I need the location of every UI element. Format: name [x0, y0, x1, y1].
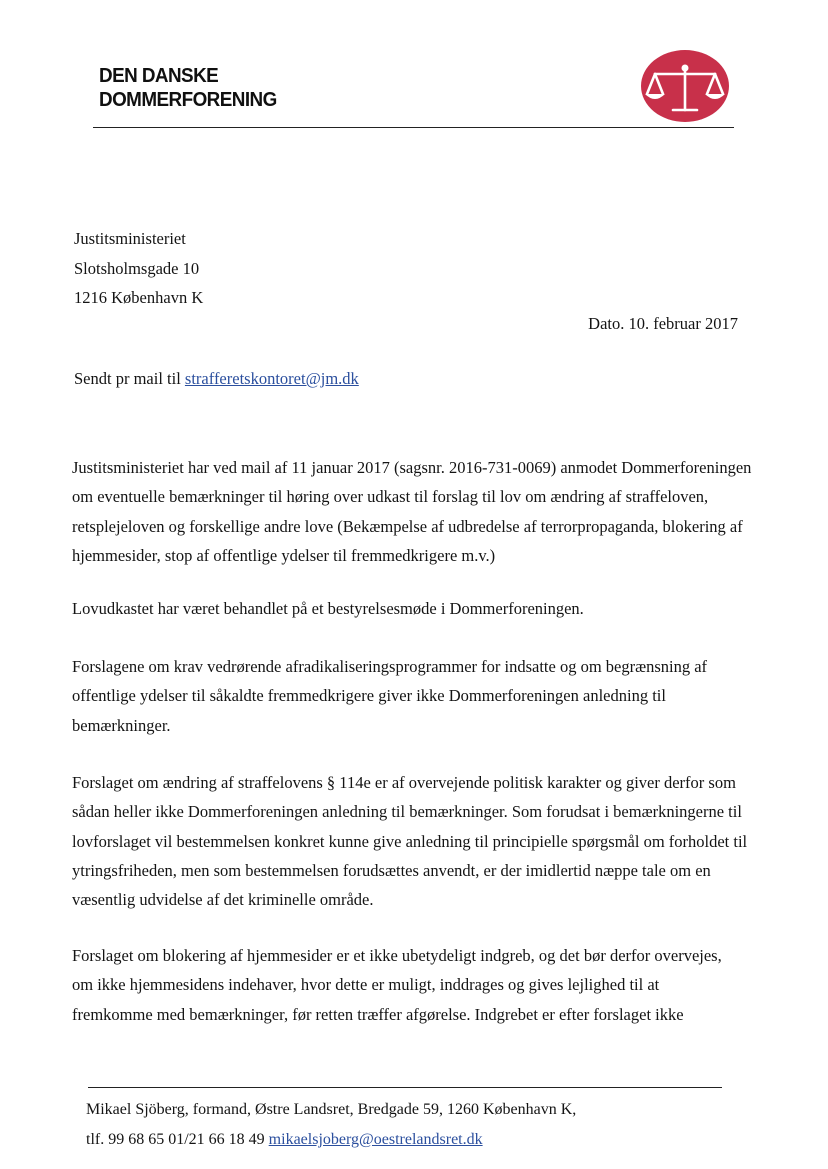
text-line: offentlige ydelser til såkaldte fremmedkrigere giver ikke Dommerforeningen anledning til	[72, 686, 666, 706]
text-line: Lovudkastet har været behandlet på et bestyrelsesmøde i Dommerforeningen.	[72, 599, 584, 618]
text-line: om ikke hjemmesidens indehaver, hvor dette er muligt, inddrages og gives lejlighed til at	[72, 975, 660, 995]
paragraph-website-blocking	[72, 941, 762, 1029]
text-line: retsplejeloven og forskellige andre love (Bekæmpelse af udbredelse af terrorpropaganda, blokering af	[72, 516, 743, 536]
scales-of-justice-icon	[639, 48, 731, 124]
text-line: Forslagene om krav vedrørende afradikaliseringsprogrammer for indsatte og om begrænsning af	[72, 657, 708, 676]
organization-name-line-2: DOMMERFORENING	[99, 88, 277, 111]
text-line: sådan heller ikke Dommerforeningen anledning til bemærkninger. Som forudsat i bemærkningerne til	[72, 802, 742, 822]
text-line: Justitsministeriet har ved mail af 11 januar 2017 (sagsnr. 2016-731-0069) anmodet Dommerforeningen	[72, 458, 752, 477]
paragraph-request	[72, 453, 762, 570]
text-line: fremkomme med bemærkninger, før retten træffer afgørelse. Indgrebet er efter forslaget ikke	[72, 1004, 684, 1024]
header-divider	[93, 127, 734, 128]
text-line: Forslaget om ændring af straffelovens § 114e er af overvejende politisk karakter og giver derfor som	[72, 773, 736, 792]
footer-contact	[86, 1125, 576, 1155]
letter-date: Dato. 10. februar 2017	[588, 314, 738, 333]
paragraph-deradicalisation	[72, 652, 762, 740]
paragraph-board-meeting	[72, 594, 762, 623]
footer	[86, 1095, 576, 1155]
footer-address: Mikael Sjöberg, formand, Østre Landsret, Bredgade 59, 1260 København K,	[86, 1101, 577, 1118]
sent-by-mail-line	[74, 368, 359, 390]
sent-by-mail-label: Sendt pr mail til	[74, 369, 185, 388]
text-line: ytringsfriheden, men som bestemmelsen forudsættes anvendt, er der imidlertid næppe tale om en	[72, 860, 711, 880]
organization-name-line-1: DEN DANSKE	[99, 64, 219, 87]
text-line: væsentlig udvidelse af det kriminelle område.	[72, 890, 374, 910]
footer-phone: tlf. 99 68 65 01/21 66 18 49	[86, 1131, 269, 1148]
recipient-street: Slotsholmsgade 10	[74, 258, 200, 278]
text-line: lovforslaget vil bestemmelsen konkret kunne give anledning til principielle spørgsmål om forholdet til	[72, 831, 748, 851]
footer-email-link[interactable]: mikaelsjoberg@oestrelandsret.dk	[268, 1131, 483, 1148]
text-line: om eventuelle bemærkninger til høring over udkast til forslag til lov om ændring af straffeloven,	[72, 487, 709, 507]
text-line: Forslaget om blokering af hjemmesider er et ikke ubetydeligt indgreb, og det bør derfor overvejes,	[72, 946, 722, 965]
recipient-city: 1216 København K	[74, 288, 204, 307]
text-line: bemærkninger.	[72, 715, 171, 735]
recipient-address	[74, 224, 203, 313]
recipient-name: Justitsministeriet	[74, 229, 186, 248]
paragraph-section-114e	[72, 768, 762, 914]
text-line: hjemmesider, stop af offentlige ydelser til fremmedkrigere m.v.)	[72, 545, 496, 565]
organization-name	[99, 64, 277, 112]
recipient-email-link[interactable]: strafferetskontoret@jm.dk	[184, 369, 359, 388]
footer-divider	[88, 1087, 722, 1088]
